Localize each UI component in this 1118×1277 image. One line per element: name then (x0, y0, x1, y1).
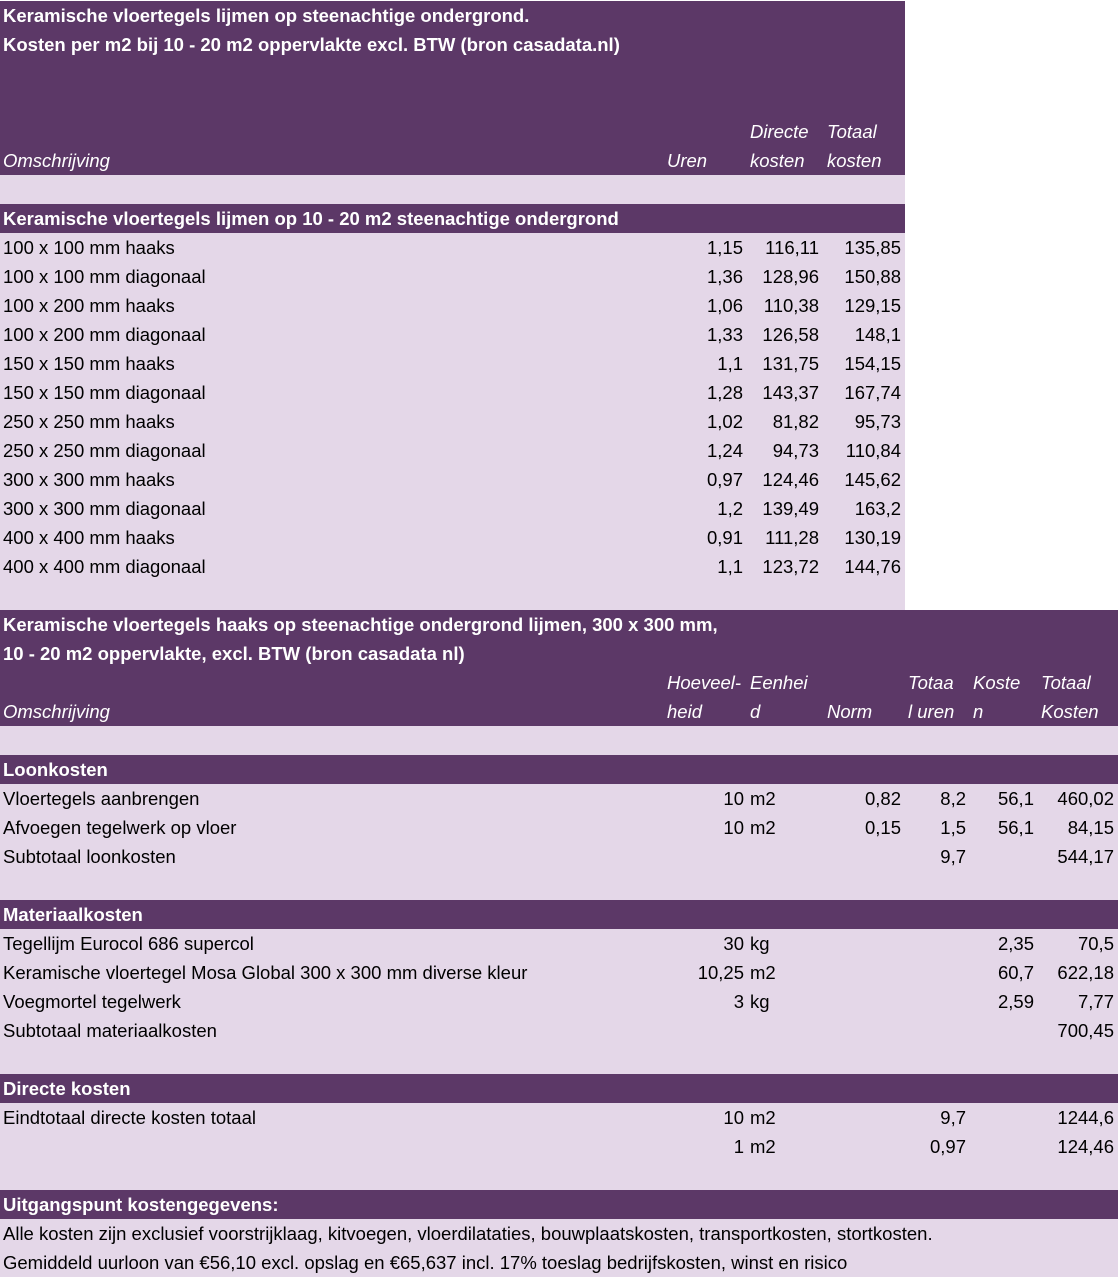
table-row (0, 523, 905, 552)
header-hoeveelheid: Hoeveel- (667, 672, 742, 693)
row-directe-kosten: 128,96 (762, 266, 819, 287)
subtotal-label: Subtotaal materiaalkosten (3, 1020, 217, 1041)
row-totaal-kosten: 148,1 (854, 324, 901, 345)
spacer-row (0, 871, 1118, 900)
row-totaal-kosten: 84,15 (1067, 817, 1114, 838)
row-description: 250 x 250 mm haaks (3, 411, 175, 432)
row-description: Tegellijm Eurocol 686 supercol (3, 933, 254, 954)
table-row (0, 465, 905, 494)
row-directe-kosten: 126,58 (762, 324, 819, 345)
row-directe-kosten: 81,82 (772, 411, 819, 432)
table-row (0, 958, 1118, 987)
table-row (0, 813, 1118, 842)
table2-title-line-2: 10 - 20 m2 oppervlakte, excl. BTW (bron casadata nl) (3, 643, 465, 664)
row-totaal-kosten: 144,76 (844, 556, 901, 577)
row-totaal-kosten: 95,73 (854, 411, 901, 432)
row-description: 100 x 100 mm haaks (3, 237, 175, 258)
header-directe-kosten: kosten (750, 150, 805, 171)
row-directe-kosten: 124,46 (762, 469, 819, 490)
row-hoeveelheid: 10 (723, 817, 744, 838)
row-hoeveelheid: 30 (723, 933, 744, 954)
header-totaal-uren-2: l uren (908, 701, 955, 722)
spacer-row (0, 1045, 1118, 1074)
row-description: Eindtotaal directe kosten totaal (3, 1107, 256, 1128)
table-row (0, 1132, 1118, 1161)
row-kosten: 2,59 (997, 991, 1034, 1012)
table1-blank-row (0, 59, 905, 88)
row-description: 300 x 300 mm diagonaal (3, 498, 206, 519)
row-description: 300 x 300 mm haaks (3, 469, 175, 490)
table2-header-row-2 (0, 697, 1118, 726)
row-directe-kosten: 131,75 (762, 353, 819, 374)
row-hoeveelheid: 10 (723, 1107, 744, 1128)
row-eenheid: m2 (750, 1107, 776, 1128)
header-totaal: Totaal (827, 121, 877, 142)
row-description: 150 x 150 mm haaks (3, 353, 175, 374)
row-uren: 0,97 (706, 469, 743, 490)
row-totaal-kosten: 154,15 (844, 353, 901, 374)
note-line-1: Alle kosten zijn exclusief voorstrijklaag, kitvoegen, vloerdilataties, bouwplaatskosten, transportkosten, stortkosten. (3, 1223, 933, 1244)
row-uren: 1,06 (706, 295, 743, 316)
materiaalkosten-title: Materiaalkosten (3, 904, 143, 925)
table1-header-row-1 (0, 117, 905, 146)
header-totaal-kosten: Totaal (1041, 672, 1091, 693)
table-row (0, 552, 905, 581)
row-eenheid: kg (750, 933, 770, 954)
note-line-2: Gemiddeld uurloon van €56,10 excl. opslag en €65,637 incl. 17% toeslag bedrijfskosten, winst en risico (3, 1252, 848, 1273)
row-norm: 0,82 (864, 788, 901, 809)
header-kosten: Koste (973, 672, 1021, 693)
row-totaal-uren: 1,5 (940, 817, 966, 838)
row-hoeveelheid: 1 (733, 1136, 744, 1157)
row-eenheid: m2 (750, 1136, 776, 1157)
row-description: Afvoegen tegelwerk op vloer (3, 817, 237, 838)
table2-spacer-row (0, 726, 1118, 755)
row-totaal-kosten: 163,2 (854, 498, 901, 519)
row-description: 250 x 250 mm diagonaal (3, 440, 206, 461)
header-totaal-kosten: kosten (827, 150, 882, 171)
row-totaal-kosten: 110,84 (845, 440, 901, 461)
header-eenheid: Eenhei (750, 672, 808, 693)
row-uren: 1,28 (706, 382, 743, 403)
row-kosten: 56,1 (997, 788, 1034, 809)
row-eenheid: m2 (750, 817, 776, 838)
materiaalkosten-section-row (0, 900, 1118, 929)
row-description: 100 x 200 mm diagonaal (3, 324, 206, 345)
table1-blank-row (0, 88, 905, 117)
subtotal-row (0, 1016, 1118, 1045)
row-totaal-kosten: 1244,6 (1057, 1107, 1114, 1128)
table1-title-row-2 (0, 30, 905, 59)
row-directe-kosten: 139,49 (762, 498, 819, 519)
table-row (0, 349, 905, 378)
row-totaal-kosten: 135,85 (844, 237, 901, 258)
table1-title-line-1: Keramische vloertegels lijmen op steenachtige ondergrond. (3, 5, 530, 26)
uitgangspunt-section-row (0, 1190, 1118, 1219)
table1-header-row-2 (0, 146, 905, 175)
row-uren: 1,15 (706, 237, 743, 258)
table2-title-row-1 (0, 610, 1118, 639)
row-eenheid: kg (750, 991, 770, 1012)
loonkosten-section-row (0, 755, 1118, 784)
row-description: Keramische vloertegel Mosa Global 300 x 300 mm diverse kleur (3, 962, 528, 983)
row-description: 400 x 400 mm haaks (3, 527, 175, 548)
table-row (0, 291, 905, 320)
row-hoeveelheid: 10 (723, 788, 744, 809)
row-description: Vloertegels aanbrengen (3, 788, 200, 809)
row-uren: 1,1 (717, 353, 743, 374)
row-totaal-uren: 9,7 (940, 1107, 966, 1128)
subtotal-label: Subtotaal loonkosten (3, 846, 176, 867)
header-uren: Uren (667, 150, 708, 171)
table2-title-row-2 (0, 639, 1118, 668)
row-totaal-kosten: 145,62 (844, 469, 901, 490)
row-description: 400 x 400 mm diagonaal (3, 556, 206, 577)
row-totaal-kosten: 460,02 (1057, 788, 1114, 809)
spacer-row (0, 1161, 1118, 1190)
row-directe-kosten: 111,28 (765, 527, 819, 548)
row-totaal-kosten: 130,19 (844, 527, 901, 548)
table1-title-row-1 (0, 1, 905, 30)
row-totaal-kosten: 150,88 (844, 266, 901, 287)
row-totaal-kosten: 129,15 (844, 295, 901, 316)
subtotal-uren: 9,7 (940, 846, 966, 867)
header-kosten-2: n (973, 701, 984, 722)
row-uren: 1,02 (706, 411, 743, 432)
row-directe-kosten: 123,72 (762, 556, 819, 577)
row-description: 100 x 100 mm diagonaal (3, 266, 206, 287)
table1-spacer-row (0, 581, 905, 610)
row-totaal-kosten: 167,74 (844, 382, 901, 403)
row-uren: 1,33 (706, 324, 743, 345)
row-description: 100 x 200 mm haaks (3, 295, 175, 316)
table1-spacer-row (0, 175, 905, 204)
row-eenheid: m2 (750, 962, 776, 983)
header-totaal-uren: Totaa (908, 672, 954, 693)
table-row (0, 784, 1118, 813)
header-eenheid-2: d (750, 701, 761, 722)
table-row (0, 987, 1118, 1016)
table1-section-row (0, 204, 905, 233)
note-row (0, 1219, 1118, 1248)
row-uren: 1,1 (717, 556, 743, 577)
subtotal-row (0, 842, 1118, 871)
row-description: Voegmortel tegelwerk (3, 991, 181, 1012)
table-row (0, 407, 905, 436)
table-row (0, 929, 1118, 958)
table-row (0, 262, 905, 291)
row-totaal-uren: 0,97 (929, 1136, 966, 1157)
row-kosten: 2,35 (997, 933, 1034, 954)
table2-title-line-1: Keramische vloertegels haaks op steenachtige ondergrond lijmen, 300 x 300 mm, (3, 614, 718, 635)
row-uren: 1,36 (706, 266, 743, 287)
row-directe-kosten: 110,38 (763, 295, 819, 316)
header-omschrijving: Omschrijving (3, 701, 110, 722)
row-directe-kosten: 116,11 (765, 237, 819, 258)
header-totaal-kosten-2: Kosten (1041, 701, 1099, 722)
header-omschrijving: Omschrijving (3, 150, 110, 171)
table-row (0, 494, 905, 523)
row-description: 150 x 150 mm diagonaal (3, 382, 206, 403)
table-row (0, 320, 905, 349)
loonkosten-title: Loonkosten (3, 759, 108, 780)
table1-section-title: Keramische vloertegels lijmen op 10 - 20 m2 steenachtige ondergrond (3, 208, 619, 229)
uitgangspunt-title: Uitgangspunt kostengegevens: (3, 1194, 279, 1215)
row-hoeveelheid: 10,25 (697, 962, 744, 983)
directe-kosten-title: Directe kosten (3, 1078, 131, 1099)
table-row (0, 1103, 1118, 1132)
row-totaal-kosten: 7,77 (1077, 991, 1114, 1012)
row-uren: 0,91 (706, 527, 743, 548)
row-totaal-uren: 8,2 (940, 788, 966, 809)
row-kosten: 60,7 (997, 962, 1034, 983)
row-norm: 0,15 (864, 817, 901, 838)
table-row (0, 233, 905, 262)
directe-kosten-section-row (0, 1074, 1118, 1103)
table-row (0, 378, 905, 407)
row-totaal-kosten: 622,18 (1057, 962, 1114, 983)
header-norm: Norm (827, 701, 873, 722)
table-row (0, 436, 905, 465)
row-totaal-kosten: 70,5 (1077, 933, 1114, 954)
row-directe-kosten: 143,37 (762, 382, 819, 403)
table1-title-line-2: Kosten per m2 bij 10 - 20 m2 oppervlakte excl. BTW (bron casadata.nl) (3, 34, 620, 55)
header-directe: Directe (750, 121, 809, 142)
row-uren: 1,2 (717, 498, 743, 519)
row-totaal-kosten: 124,46 (1057, 1136, 1114, 1157)
subtotal-totaal: 544,17 (1057, 846, 1114, 867)
row-eenheid: m2 (750, 788, 776, 809)
header-hoeveelheid-2: heid (667, 701, 702, 722)
row-uren: 1,24 (706, 440, 743, 461)
row-hoeveelheid: 3 (733, 991, 744, 1012)
subtotal-totaal: 700,45 (1057, 1020, 1114, 1041)
row-directe-kosten: 94,73 (772, 440, 819, 461)
table2-header-row-1 (0, 668, 1118, 697)
note-row (0, 1248, 1118, 1277)
row-kosten: 56,1 (997, 817, 1034, 838)
